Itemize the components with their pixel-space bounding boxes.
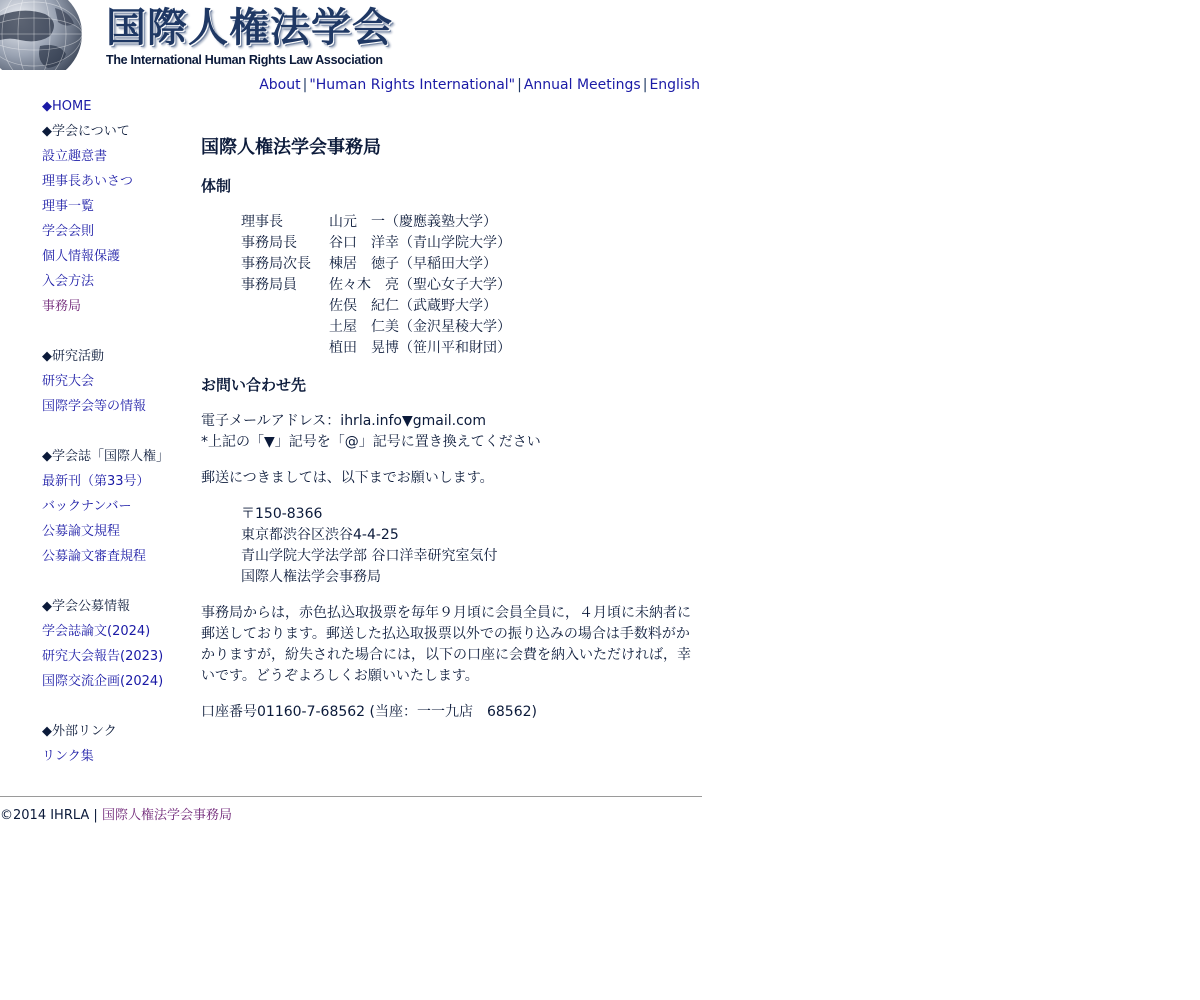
sidebar-item-conference-reports[interactable]: 研究大会報告(2023) bbox=[42, 649, 164, 664]
sidebar-item-link-collection[interactable]: リンク集 bbox=[42, 749, 94, 764]
footer bbox=[0, 806, 232, 826]
sidebar-item-privacy[interactable]: 個人情報保護 bbox=[42, 249, 121, 264]
site-title: 国際人権法学会 bbox=[106, 5, 393, 51]
staff-name: 土屋 仁美（金沢星稜大学） bbox=[329, 319, 511, 335]
sidebar-item-bylaws[interactable]: 学会会則 bbox=[42, 224, 95, 239]
sidebar-heading-links: ◆外部リンク bbox=[42, 724, 117, 739]
staff-role bbox=[241, 296, 329, 317]
nav-annual-meetings-link[interactable]: Annual Meetings bbox=[523, 77, 641, 93]
postal-address bbox=[241, 504, 701, 588]
staff-name: 谷口 洋幸（青山学院大学） bbox=[329, 235, 511, 251]
nav-human-rights-international-link[interactable]: "Human Rights International" bbox=[309, 77, 516, 93]
main-content bbox=[201, 132, 701, 723]
sidebar-item-exchange-program[interactable]: 国際交流企画(2024) bbox=[42, 674, 164, 689]
staff-role bbox=[241, 338, 329, 359]
sidebar-spacer bbox=[42, 421, 192, 446]
staff-row bbox=[241, 212, 701, 233]
nav-separator: | bbox=[642, 77, 648, 93]
staff-name: 山元 一（慶應義塾大学） bbox=[329, 214, 497, 230]
sidebar-heading-call: ◆学会公募情報 bbox=[42, 599, 130, 614]
footer-secretariat-link[interactable]: 国際人権法学会事務局 bbox=[101, 808, 232, 823]
top-navigation bbox=[259, 75, 700, 95]
staff-name: 植田 晃博（笹川平和財団） bbox=[329, 340, 511, 356]
staff-name: 棟居 徳子（早稲田大学） bbox=[329, 256, 497, 272]
address-line: 東京都渋谷区渋谷4-4-25 bbox=[241, 527, 399, 543]
sidebar-spacer bbox=[42, 696, 192, 721]
sidebar bbox=[42, 96, 192, 771]
nav-separator: | bbox=[517, 77, 522, 93]
mail-intro: 郵送につきましては、以下までお願いします。 bbox=[201, 470, 494, 486]
fee-notice: 事務局からは，赤色払込取扱票を毎年９月頃に会員全員に，４月頃に未納者に郵送しております。郵送した払込取扱票以外での振り込みの場合は手数料がかかりますが，紛失された場合には，以下の口座に会費を納入いただければ，幸いです。どうぞよろしくお願いいたします。 bbox=[201, 605, 691, 684]
email-address: 電子メールアドレス：ihrla.info▼gmail.com bbox=[201, 413, 486, 429]
sidebar-item-back-numbers[interactable]: バックナンバー bbox=[42, 499, 132, 514]
contact-heading: お問い合わせ先 bbox=[201, 376, 307, 394]
sidebar-item-international-info[interactable]: 国際学会等の情報 bbox=[42, 399, 147, 414]
sidebar-item-secretariat[interactable]: 事務局 bbox=[42, 299, 82, 314]
staff-name: 佐々木 亮（聖心女子大学） bbox=[329, 277, 511, 293]
staff-role: 事務局長 bbox=[241, 235, 297, 251]
sidebar-heading-about: ◆学会について bbox=[42, 124, 130, 139]
sidebar-item-review-rules[interactable]: 公募論文審査規程 bbox=[42, 549, 147, 564]
sidebar-item-board-list[interactable]: 理事一覧 bbox=[42, 199, 95, 214]
sidebar-heading-journal: ◆学会誌「国際人権」 bbox=[42, 449, 169, 464]
footer-divider bbox=[0, 796, 702, 797]
site-subtitle: The International Human Rights Law Association bbox=[106, 53, 383, 67]
sidebar-item-submission-rules[interactable]: 公募論文規程 bbox=[42, 524, 121, 539]
address-line: 青山学院大学法学部 谷口洋幸研究室気付 bbox=[241, 548, 498, 564]
sidebar-item-founding-prospectus[interactable]: 設立趣意書 bbox=[42, 149, 108, 164]
email-note: *上記の「▼」記号を「@」記号に置き換えてください bbox=[201, 434, 541, 450]
staff-row bbox=[241, 338, 701, 359]
nav-separator: | bbox=[302, 77, 308, 93]
staff-role: 理事長 bbox=[241, 214, 283, 230]
globe-icon bbox=[0, 0, 82, 70]
sidebar-item-latest-issue[interactable]: 最新刊（第33号） bbox=[42, 474, 150, 489]
staff-list bbox=[241, 212, 701, 359]
staff-name: 佐俣 紀仁（武蔵野大学） bbox=[329, 298, 497, 314]
staff-row bbox=[241, 317, 701, 338]
staff-role: 事務局員 bbox=[241, 277, 297, 293]
staff-row bbox=[241, 275, 701, 296]
bank-account: 口座番号01160-7-68562 (当座：一一九店 68562) bbox=[201, 704, 537, 720]
site-header bbox=[0, 0, 702, 72]
staff-role: 事務局次長 bbox=[241, 256, 311, 272]
sidebar-item-annual-conference[interactable]: 研究大会 bbox=[42, 374, 95, 389]
address-line: 国際人権法学会事務局 bbox=[241, 569, 381, 585]
sidebar-heading-research: ◆研究活動 bbox=[42, 349, 104, 364]
sidebar-item-membership[interactable]: 入会方法 bbox=[42, 274, 95, 289]
staff-row bbox=[241, 296, 701, 317]
nav-about-link[interactable]: About bbox=[259, 77, 301, 93]
staff-role bbox=[241, 317, 329, 338]
sidebar-spacer bbox=[42, 321, 192, 346]
sidebar-item-president-greeting[interactable]: 理事長あいさつ bbox=[42, 174, 134, 189]
staff-row bbox=[241, 254, 701, 275]
structure-heading: 体制 bbox=[201, 177, 232, 195]
sidebar-item-journal-papers[interactable]: 学会誌論文(2024) bbox=[42, 624, 151, 639]
staff-row bbox=[241, 233, 701, 254]
footer-copyright: ©2014 IHRLA | bbox=[0, 808, 98, 823]
sidebar-spacer bbox=[42, 571, 192, 596]
sidebar-home-link[interactable]: ◆HOME bbox=[42, 99, 92, 114]
nav-english-link[interactable]: English bbox=[649, 77, 700, 93]
page-title: 国際人権法学会事務局 bbox=[201, 137, 381, 158]
address-line: 〒150-8366 bbox=[241, 506, 323, 522]
